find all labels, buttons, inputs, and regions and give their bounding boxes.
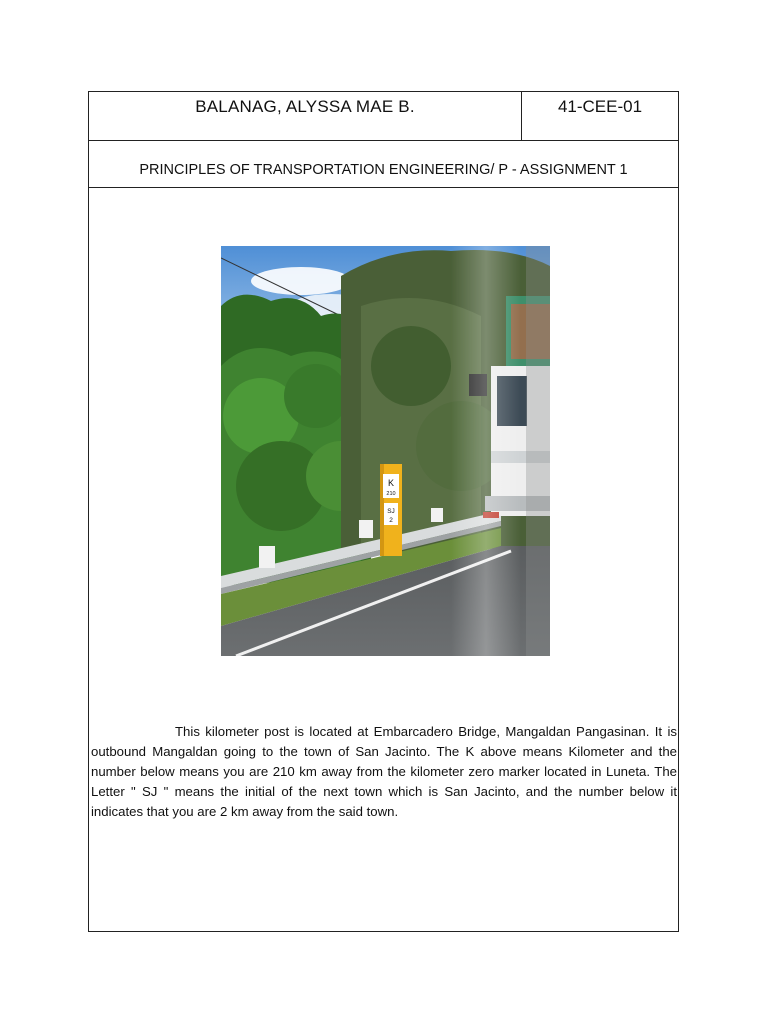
kilometer-post-photo — [221, 246, 550, 656]
assignment-title: PRINCIPLES OF TRANSPORTATION ENGINEERING/ P - ASSIGNMENT 1 — [139, 162, 628, 178]
post-town: SJ — [387, 508, 395, 515]
student-name: BALANAG, ALYSSA MAE B. — [195, 97, 415, 116]
post-km: 210 — [386, 491, 396, 497]
section-cell — [522, 92, 678, 140]
document-page — [88, 91, 679, 932]
post-town-km: 2 — [389, 517, 393, 524]
header-row — [89, 92, 678, 141]
name-cell — [89, 92, 522, 140]
description-paragraph — [91, 722, 677, 822]
kilometer-post — [380, 464, 402, 556]
title-row — [89, 140, 678, 188]
section-code: 41-CEE-01 — [557, 97, 643, 116]
description-text: This kilometer post is located at Embarcadero Bridge, Mangaldan Pangasinan. It is outbound Mangaldan going to the town of San Jacinto. The K above means Kilometer and the number below means you are 210 km away from the kilometer zero marker located in Luneta. The Letter " SJ " means the initial of the next town which is San Jacinto, and the number below it indicates that you are 2 km away from the said town. — [91, 724, 677, 819]
post-letter: K — [387, 478, 395, 488]
